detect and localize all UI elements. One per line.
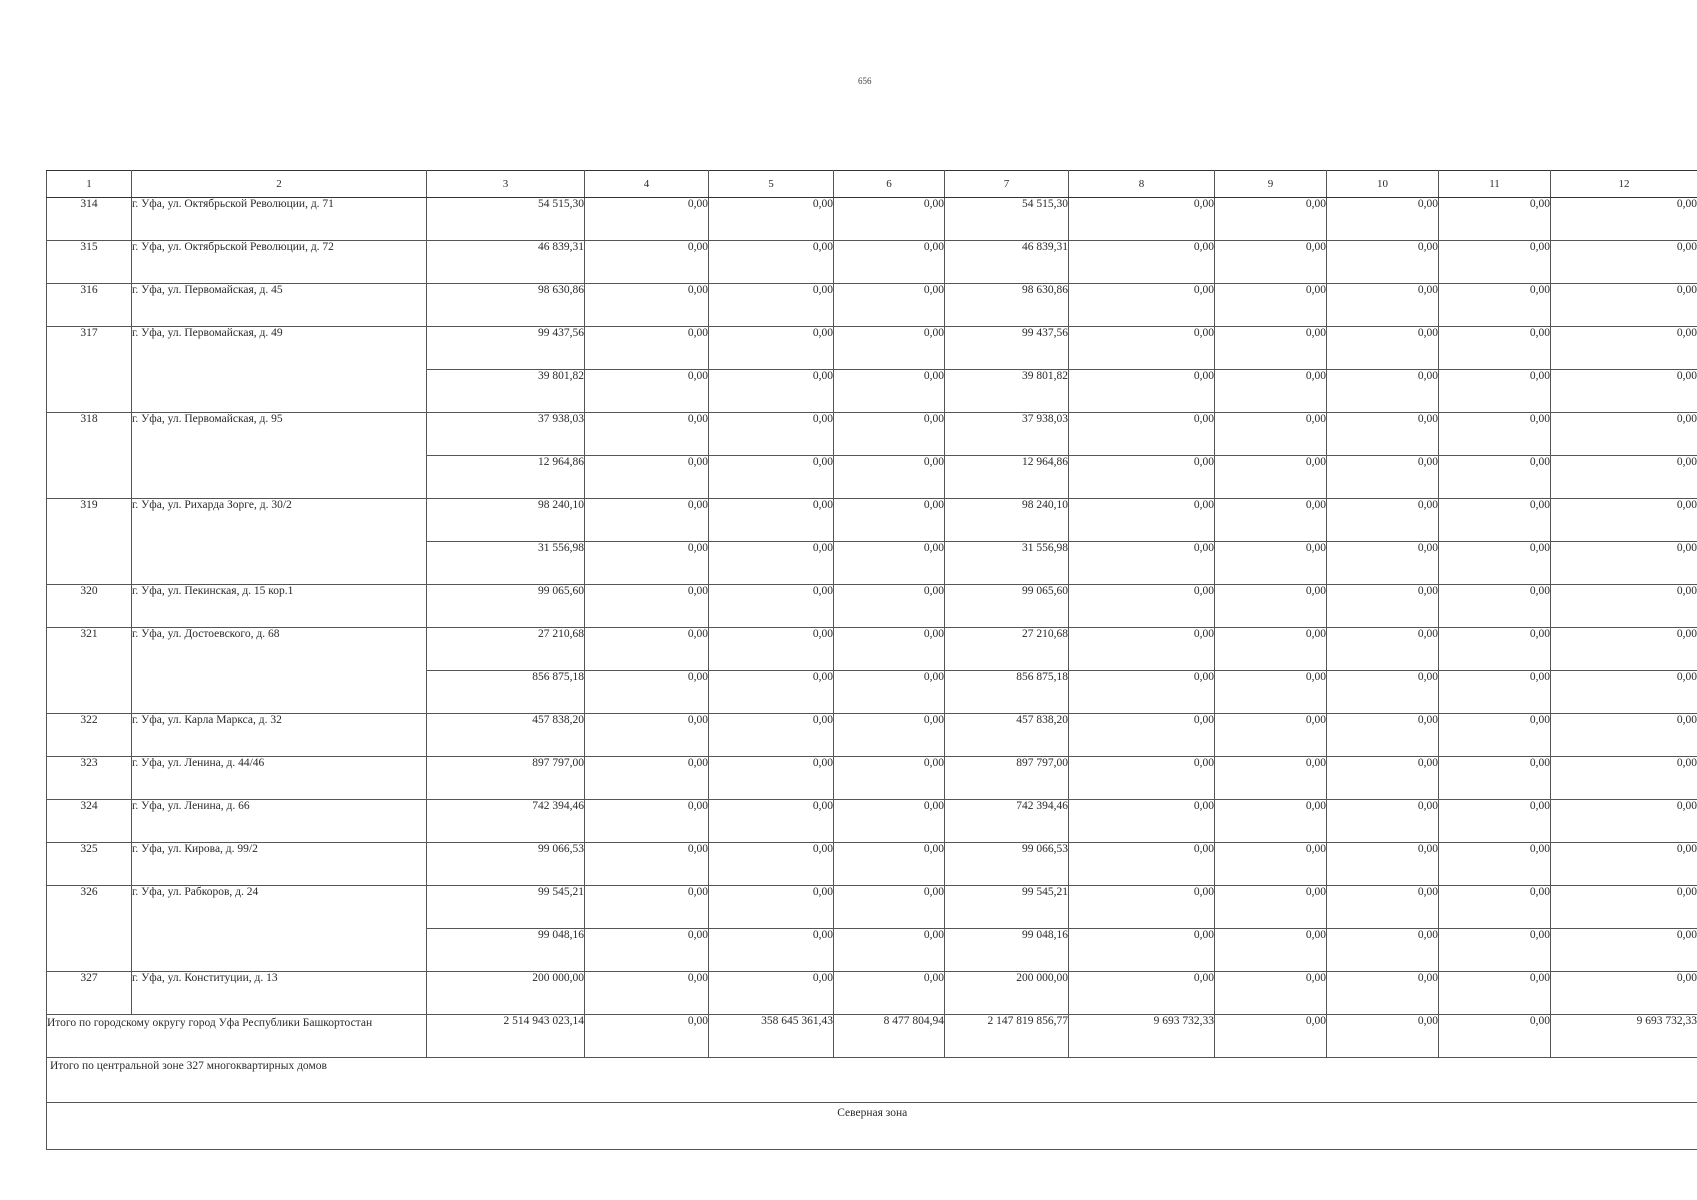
amount-cell: 0,00 bbox=[709, 671, 834, 714]
address-cell: г. Уфа, ул. Ленина, д. 44/46 bbox=[132, 757, 427, 800]
column-number-header: 5 bbox=[709, 171, 834, 198]
table-row bbox=[47, 241, 1697, 284]
amount-cell: 0,00 bbox=[1439, 413, 1551, 456]
amount-cell: 37 938,03 bbox=[427, 413, 585, 456]
amount-cell: 0,00 bbox=[1215, 929, 1327, 972]
amount-cell: 0,00 bbox=[1551, 499, 1697, 542]
address-cell: г. Уфа, ул. Ленина, д. 66 bbox=[132, 800, 427, 843]
address-cell: г. Уфа, ул. Октябрьской Революции, д. 71 bbox=[132, 198, 427, 241]
amount-cell: 0,00 bbox=[1069, 757, 1215, 800]
amount-cell: 0,00 bbox=[1327, 585, 1439, 628]
amount-cell: 0,00 bbox=[709, 542, 834, 585]
amount-cell: 0,00 bbox=[834, 929, 945, 972]
amount-cell: 0,00 bbox=[1327, 929, 1439, 972]
amount-cell: 856 875,18 bbox=[945, 671, 1069, 714]
address-cell: г. Уфа, ул. Достоевского, д. 68 bbox=[132, 628, 427, 714]
amount-cell: 0,00 bbox=[1327, 198, 1439, 241]
document-table-wrap bbox=[46, 170, 1697, 1170]
amount-cell: 0,00 bbox=[834, 241, 945, 284]
amount-cell: 0,00 bbox=[1069, 370, 1215, 413]
amount-cell: 0,00 bbox=[1215, 628, 1327, 671]
amount-cell: 0,00 bbox=[834, 843, 945, 886]
amount-cell: 99 066,53 bbox=[427, 843, 585, 886]
amount-cell: 0,00 bbox=[1069, 456, 1215, 499]
table-row bbox=[47, 413, 1697, 456]
amount-cell: 0,00 bbox=[1215, 972, 1327, 1015]
amount-cell: 54 515,30 bbox=[427, 198, 585, 241]
amount-cell: 0,00 bbox=[585, 671, 709, 714]
amount-cell: 0,00 bbox=[585, 757, 709, 800]
amount-cell: 0,00 bbox=[1327, 714, 1439, 757]
amount-cell: 46 839,31 bbox=[945, 241, 1069, 284]
row-number-cell: 327 bbox=[47, 972, 132, 1015]
row-number-cell: 315 bbox=[47, 241, 132, 284]
amount-cell: 0,00 bbox=[834, 413, 945, 456]
amount-cell: 0,00 bbox=[1327, 972, 1439, 1015]
amount-cell: 0,00 bbox=[709, 198, 834, 241]
row-number-cell: 321 bbox=[47, 628, 132, 714]
amount-cell: 0,00 bbox=[709, 800, 834, 843]
table-row bbox=[47, 585, 1697, 628]
amount-cell: 0,00 bbox=[1551, 370, 1697, 413]
amount-cell: 0,00 bbox=[585, 542, 709, 585]
amount-cell: 0,00 bbox=[1327, 327, 1439, 370]
amount-cell: 0,00 bbox=[1439, 284, 1551, 327]
amount-cell: 0,00 bbox=[1327, 843, 1439, 886]
amount-cell: 0,00 bbox=[709, 284, 834, 327]
amount-cell: 0,00 bbox=[834, 542, 945, 585]
amount-cell: 0,00 bbox=[709, 370, 834, 413]
amount-cell: 0,00 bbox=[1327, 671, 1439, 714]
amount-cell: 99 545,21 bbox=[427, 886, 585, 929]
amount-cell: 0,00 bbox=[1439, 886, 1551, 929]
amount-cell: 0,00 bbox=[1069, 972, 1215, 1015]
amount-cell: 0,00 bbox=[1551, 456, 1697, 499]
amount-cell: 200 000,00 bbox=[427, 972, 585, 1015]
amount-cell: 0,00 bbox=[1439, 628, 1551, 671]
amount-cell: 0,00 bbox=[1327, 284, 1439, 327]
amount-cell: 0,00 bbox=[1439, 800, 1551, 843]
total-amount-cell: 0,00 bbox=[1327, 1015, 1439, 1058]
amount-cell: 0,00 bbox=[834, 671, 945, 714]
amount-cell: 0,00 bbox=[1551, 241, 1697, 284]
amount-cell: 0,00 bbox=[1439, 327, 1551, 370]
column-number-header: 1 bbox=[47, 171, 132, 198]
amount-cell: 0,00 bbox=[1069, 843, 1215, 886]
total-amount-cell: 0,00 bbox=[585, 1015, 709, 1058]
amount-cell: 0,00 bbox=[1069, 714, 1215, 757]
amount-cell: 856 875,18 bbox=[427, 671, 585, 714]
amount-cell: 0,00 bbox=[1215, 456, 1327, 499]
amount-cell: 0,00 bbox=[1551, 671, 1697, 714]
amount-cell: 0,00 bbox=[834, 585, 945, 628]
amount-cell: 0,00 bbox=[585, 585, 709, 628]
amount-cell: 0,00 bbox=[1551, 413, 1697, 456]
amount-cell: 99 065,60 bbox=[427, 585, 585, 628]
amount-cell: 0,00 bbox=[585, 628, 709, 671]
amount-cell: 742 394,46 bbox=[427, 800, 585, 843]
document-table bbox=[46, 170, 1697, 1150]
table-row bbox=[47, 714, 1697, 757]
row-number-cell: 322 bbox=[47, 714, 132, 757]
amount-cell: 0,00 bbox=[1215, 800, 1327, 843]
amount-cell: 0,00 bbox=[1215, 327, 1327, 370]
amount-cell: 12 964,86 bbox=[945, 456, 1069, 499]
row-number-cell: 318 bbox=[47, 413, 132, 499]
amount-cell: 0,00 bbox=[1069, 671, 1215, 714]
amount-cell: 0,00 bbox=[1439, 456, 1551, 499]
total-amount-cell: 0,00 bbox=[1215, 1015, 1327, 1058]
amount-cell: 31 556,98 bbox=[427, 542, 585, 585]
page-number: 656 bbox=[858, 76, 872, 86]
amount-cell: 0,00 bbox=[834, 714, 945, 757]
amount-cell: 0,00 bbox=[585, 284, 709, 327]
zone-total-label: Итого по центральной зоне 327 многоквартирных домов bbox=[47, 1058, 1697, 1103]
amount-cell: 0,00 bbox=[1069, 284, 1215, 327]
amount-cell: 99 066,53 bbox=[945, 843, 1069, 886]
amount-cell: 0,00 bbox=[1439, 972, 1551, 1015]
amount-cell: 0,00 bbox=[1069, 499, 1215, 542]
amount-cell: 0,00 bbox=[1215, 757, 1327, 800]
document-table-body bbox=[47, 171, 1697, 1150]
table-row bbox=[47, 327, 1697, 370]
amount-cell: 0,00 bbox=[1327, 542, 1439, 585]
total-amount-cell: 8 477 804,94 bbox=[834, 1015, 945, 1058]
amount-cell: 99 545,21 bbox=[945, 886, 1069, 929]
address-cell: г. Уфа, ул. Рихарда Зорге, д. 30/2 bbox=[132, 499, 427, 585]
city-total-label: Итого по городскому округу город Уфа Республики Башкортостан bbox=[47, 1015, 427, 1058]
address-cell: г. Уфа, ул. Пекинская, д. 15 кор.1 bbox=[132, 585, 427, 628]
amount-cell: 0,00 bbox=[1215, 843, 1327, 886]
amount-cell: 897 797,00 bbox=[945, 757, 1069, 800]
table-row bbox=[47, 499, 1697, 542]
amount-cell: 0,00 bbox=[1439, 714, 1551, 757]
amount-cell: 0,00 bbox=[709, 972, 834, 1015]
amount-cell: 742 394,46 bbox=[945, 800, 1069, 843]
column-number-header: 9 bbox=[1215, 171, 1327, 198]
amount-cell: 0,00 bbox=[1069, 585, 1215, 628]
column-number-header: 3 bbox=[427, 171, 585, 198]
amount-cell: 0,00 bbox=[834, 757, 945, 800]
amount-cell: 0,00 bbox=[709, 456, 834, 499]
amount-cell: 0,00 bbox=[585, 327, 709, 370]
amount-cell: 0,00 bbox=[585, 456, 709, 499]
amount-cell: 0,00 bbox=[709, 327, 834, 370]
amount-cell: 0,00 bbox=[834, 972, 945, 1015]
amount-cell: 0,00 bbox=[1327, 370, 1439, 413]
amount-cell: 0,00 bbox=[1069, 542, 1215, 585]
amount-cell: 0,00 bbox=[709, 886, 834, 929]
amount-cell: 0,00 bbox=[1551, 628, 1697, 671]
amount-cell: 98 240,10 bbox=[945, 499, 1069, 542]
amount-cell: 0,00 bbox=[1551, 757, 1697, 800]
amount-cell: 0,00 bbox=[1215, 886, 1327, 929]
zone-heading-row bbox=[47, 1103, 1697, 1150]
amount-cell: 0,00 bbox=[1069, 413, 1215, 456]
row-number-cell: 314 bbox=[47, 198, 132, 241]
amount-cell: 0,00 bbox=[1215, 284, 1327, 327]
amount-cell: 0,00 bbox=[1215, 671, 1327, 714]
amount-cell: 0,00 bbox=[709, 929, 834, 972]
column-number-header: 2 bbox=[132, 171, 427, 198]
amount-cell: 897 797,00 bbox=[427, 757, 585, 800]
amount-cell: 0,00 bbox=[1327, 241, 1439, 284]
amount-cell: 0,00 bbox=[1327, 413, 1439, 456]
amount-cell: 0,00 bbox=[1327, 800, 1439, 843]
address-cell: г. Уфа, ул. Карла Маркса, д. 32 bbox=[132, 714, 427, 757]
total-amount-cell: 0,00 bbox=[1439, 1015, 1551, 1058]
amount-cell: 0,00 bbox=[585, 198, 709, 241]
amount-cell: 0,00 bbox=[1327, 499, 1439, 542]
amount-cell: 37 938,03 bbox=[945, 413, 1069, 456]
amount-cell: 39 801,82 bbox=[427, 370, 585, 413]
amount-cell: 0,00 bbox=[585, 499, 709, 542]
amount-cell: 0,00 bbox=[585, 929, 709, 972]
row-number-cell: 319 bbox=[47, 499, 132, 585]
amount-cell: 0,00 bbox=[1069, 886, 1215, 929]
column-number-header: 4 bbox=[585, 171, 709, 198]
table-row bbox=[47, 800, 1697, 843]
amount-cell: 27 210,68 bbox=[945, 628, 1069, 671]
amount-cell: 31 556,98 bbox=[945, 542, 1069, 585]
amount-cell: 0,00 bbox=[1551, 886, 1697, 929]
amount-cell: 0,00 bbox=[1551, 714, 1697, 757]
amount-cell: 99 437,56 bbox=[945, 327, 1069, 370]
amount-cell: 98 630,86 bbox=[427, 284, 585, 327]
amount-cell: 0,00 bbox=[585, 714, 709, 757]
amount-cell: 0,00 bbox=[1215, 370, 1327, 413]
amount-cell: 0,00 bbox=[1439, 671, 1551, 714]
amount-cell: 0,00 bbox=[1327, 886, 1439, 929]
address-cell: г. Уфа, ул. Кирова, д. 99/2 bbox=[132, 843, 427, 886]
row-number-cell: 326 bbox=[47, 886, 132, 972]
amount-cell: 0,00 bbox=[1439, 929, 1551, 972]
amount-cell: 0,00 bbox=[709, 714, 834, 757]
amount-cell: 0,00 bbox=[834, 327, 945, 370]
address-cell: г. Уфа, ул. Первомайская, д. 45 bbox=[132, 284, 427, 327]
address-cell: г. Уфа, ул. Конституции, д. 13 bbox=[132, 972, 427, 1015]
amount-cell: 0,00 bbox=[1069, 929, 1215, 972]
amount-cell: 0,00 bbox=[1439, 757, 1551, 800]
table-row bbox=[47, 284, 1697, 327]
table-row bbox=[47, 972, 1697, 1015]
amount-cell: 200 000,00 bbox=[945, 972, 1069, 1015]
amount-cell: 99 048,16 bbox=[427, 929, 585, 972]
amount-cell: 0,00 bbox=[834, 800, 945, 843]
address-cell: г. Уфа, ул. Рабкоров, д. 24 bbox=[132, 886, 427, 972]
amount-cell: 0,00 bbox=[1215, 585, 1327, 628]
amount-cell: 0,00 bbox=[1215, 413, 1327, 456]
amount-cell: 0,00 bbox=[585, 800, 709, 843]
amount-cell: 0,00 bbox=[1439, 198, 1551, 241]
amount-cell: 0,00 bbox=[1551, 585, 1697, 628]
zone-total-row bbox=[47, 1058, 1697, 1103]
total-amount-cell: 2 514 943 023,14 bbox=[427, 1015, 585, 1058]
amount-cell: 99 065,60 bbox=[945, 585, 1069, 628]
amount-cell: 0,00 bbox=[709, 628, 834, 671]
column-number-header: 8 bbox=[1069, 171, 1215, 198]
table-row bbox=[47, 198, 1697, 241]
total-amount-cell: 9 693 732,33 bbox=[1069, 1015, 1215, 1058]
address-cell: г. Уфа, ул. Первомайская, д. 49 bbox=[132, 327, 427, 413]
amount-cell: 0,00 bbox=[1069, 241, 1215, 284]
amount-cell: 98 240,10 bbox=[427, 499, 585, 542]
total-amount-cell: 2 147 819 856,77 bbox=[945, 1015, 1069, 1058]
table-row bbox=[47, 843, 1697, 886]
amount-cell: 0,00 bbox=[585, 241, 709, 284]
amount-cell: 0,00 bbox=[1551, 284, 1697, 327]
amount-cell: 0,00 bbox=[834, 370, 945, 413]
row-number-cell: 323 bbox=[47, 757, 132, 800]
address-cell: г. Уфа, ул. Первомайская, д. 95 bbox=[132, 413, 427, 499]
amount-cell: 0,00 bbox=[709, 241, 834, 284]
amount-cell: 0,00 bbox=[1327, 757, 1439, 800]
amount-cell: 0,00 bbox=[709, 757, 834, 800]
row-number-cell: 316 bbox=[47, 284, 132, 327]
amount-cell: 46 839,31 bbox=[427, 241, 585, 284]
column-number-header: 10 bbox=[1327, 171, 1439, 198]
row-number-cell: 317 bbox=[47, 327, 132, 413]
row-number-cell: 324 bbox=[47, 800, 132, 843]
amount-cell: 0,00 bbox=[1551, 800, 1697, 843]
amount-cell: 0,00 bbox=[834, 198, 945, 241]
table-row bbox=[47, 757, 1697, 800]
amount-cell: 0,00 bbox=[1215, 542, 1327, 585]
amount-cell: 0,00 bbox=[1215, 241, 1327, 284]
amount-cell: 54 515,30 bbox=[945, 198, 1069, 241]
amount-cell: 0,00 bbox=[585, 972, 709, 1015]
amount-cell: 0,00 bbox=[834, 284, 945, 327]
amount-cell: 0,00 bbox=[585, 843, 709, 886]
amount-cell: 0,00 bbox=[834, 499, 945, 542]
amount-cell: 0,00 bbox=[1215, 499, 1327, 542]
table-row bbox=[47, 886, 1697, 929]
amount-cell: 0,00 bbox=[709, 843, 834, 886]
amount-cell: 0,00 bbox=[1327, 628, 1439, 671]
amount-cell: 0,00 bbox=[1069, 327, 1215, 370]
amount-cell: 0,00 bbox=[1439, 241, 1551, 284]
amount-cell: 0,00 bbox=[834, 886, 945, 929]
table-row bbox=[47, 628, 1697, 671]
amount-cell: 0,00 bbox=[1551, 843, 1697, 886]
amount-cell: 0,00 bbox=[1551, 198, 1697, 241]
amount-cell: 27 210,68 bbox=[427, 628, 585, 671]
amount-cell: 457 838,20 bbox=[945, 714, 1069, 757]
amount-cell: 0,00 bbox=[1439, 585, 1551, 628]
amount-cell: 99 437,56 bbox=[427, 327, 585, 370]
zone-heading: Северная зона bbox=[47, 1103, 1697, 1150]
column-number-header-row bbox=[47, 171, 1697, 198]
amount-cell: 0,00 bbox=[1439, 542, 1551, 585]
column-number-header: 11 bbox=[1439, 171, 1551, 198]
column-number-header: 12 bbox=[1551, 171, 1697, 198]
total-amount-cell: 9 693 732,33 bbox=[1551, 1015, 1697, 1058]
amount-cell: 0,00 bbox=[1069, 800, 1215, 843]
amount-cell: 0,00 bbox=[709, 413, 834, 456]
row-number-cell: 325 bbox=[47, 843, 132, 886]
amount-cell: 0,00 bbox=[585, 413, 709, 456]
amount-cell: 0,00 bbox=[834, 456, 945, 499]
city-total-row bbox=[47, 1015, 1697, 1058]
amount-cell: 0,00 bbox=[1069, 628, 1215, 671]
amount-cell: 39 801,82 bbox=[945, 370, 1069, 413]
amount-cell: 0,00 bbox=[1215, 198, 1327, 241]
amount-cell: 0,00 bbox=[1551, 929, 1697, 972]
amount-cell: 0,00 bbox=[1551, 542, 1697, 585]
amount-cell: 0,00 bbox=[709, 499, 834, 542]
amount-cell: 0,00 bbox=[585, 370, 709, 413]
amount-cell: 0,00 bbox=[1069, 198, 1215, 241]
amount-cell: 12 964,86 bbox=[427, 456, 585, 499]
amount-cell: 99 048,16 bbox=[945, 929, 1069, 972]
amount-cell: 0,00 bbox=[1327, 456, 1439, 499]
amount-cell: 0,00 bbox=[1439, 843, 1551, 886]
amount-cell: 0,00 bbox=[1439, 499, 1551, 542]
row-number-cell: 320 bbox=[47, 585, 132, 628]
amount-cell: 98 630,86 bbox=[945, 284, 1069, 327]
column-number-header: 6 bbox=[834, 171, 945, 198]
amount-cell: 0,00 bbox=[1551, 972, 1697, 1015]
amount-cell: 0,00 bbox=[585, 886, 709, 929]
amount-cell: 0,00 bbox=[709, 585, 834, 628]
column-number-header: 7 bbox=[945, 171, 1069, 198]
amount-cell: 0,00 bbox=[1551, 327, 1697, 370]
amount-cell: 457 838,20 bbox=[427, 714, 585, 757]
address-cell: г. Уфа, ул. Октябрьской Революции, д. 72 bbox=[132, 241, 427, 284]
amount-cell: 0,00 bbox=[834, 628, 945, 671]
total-amount-cell: 358 645 361,43 bbox=[709, 1015, 834, 1058]
amount-cell: 0,00 bbox=[1215, 714, 1327, 757]
amount-cell: 0,00 bbox=[1439, 370, 1551, 413]
